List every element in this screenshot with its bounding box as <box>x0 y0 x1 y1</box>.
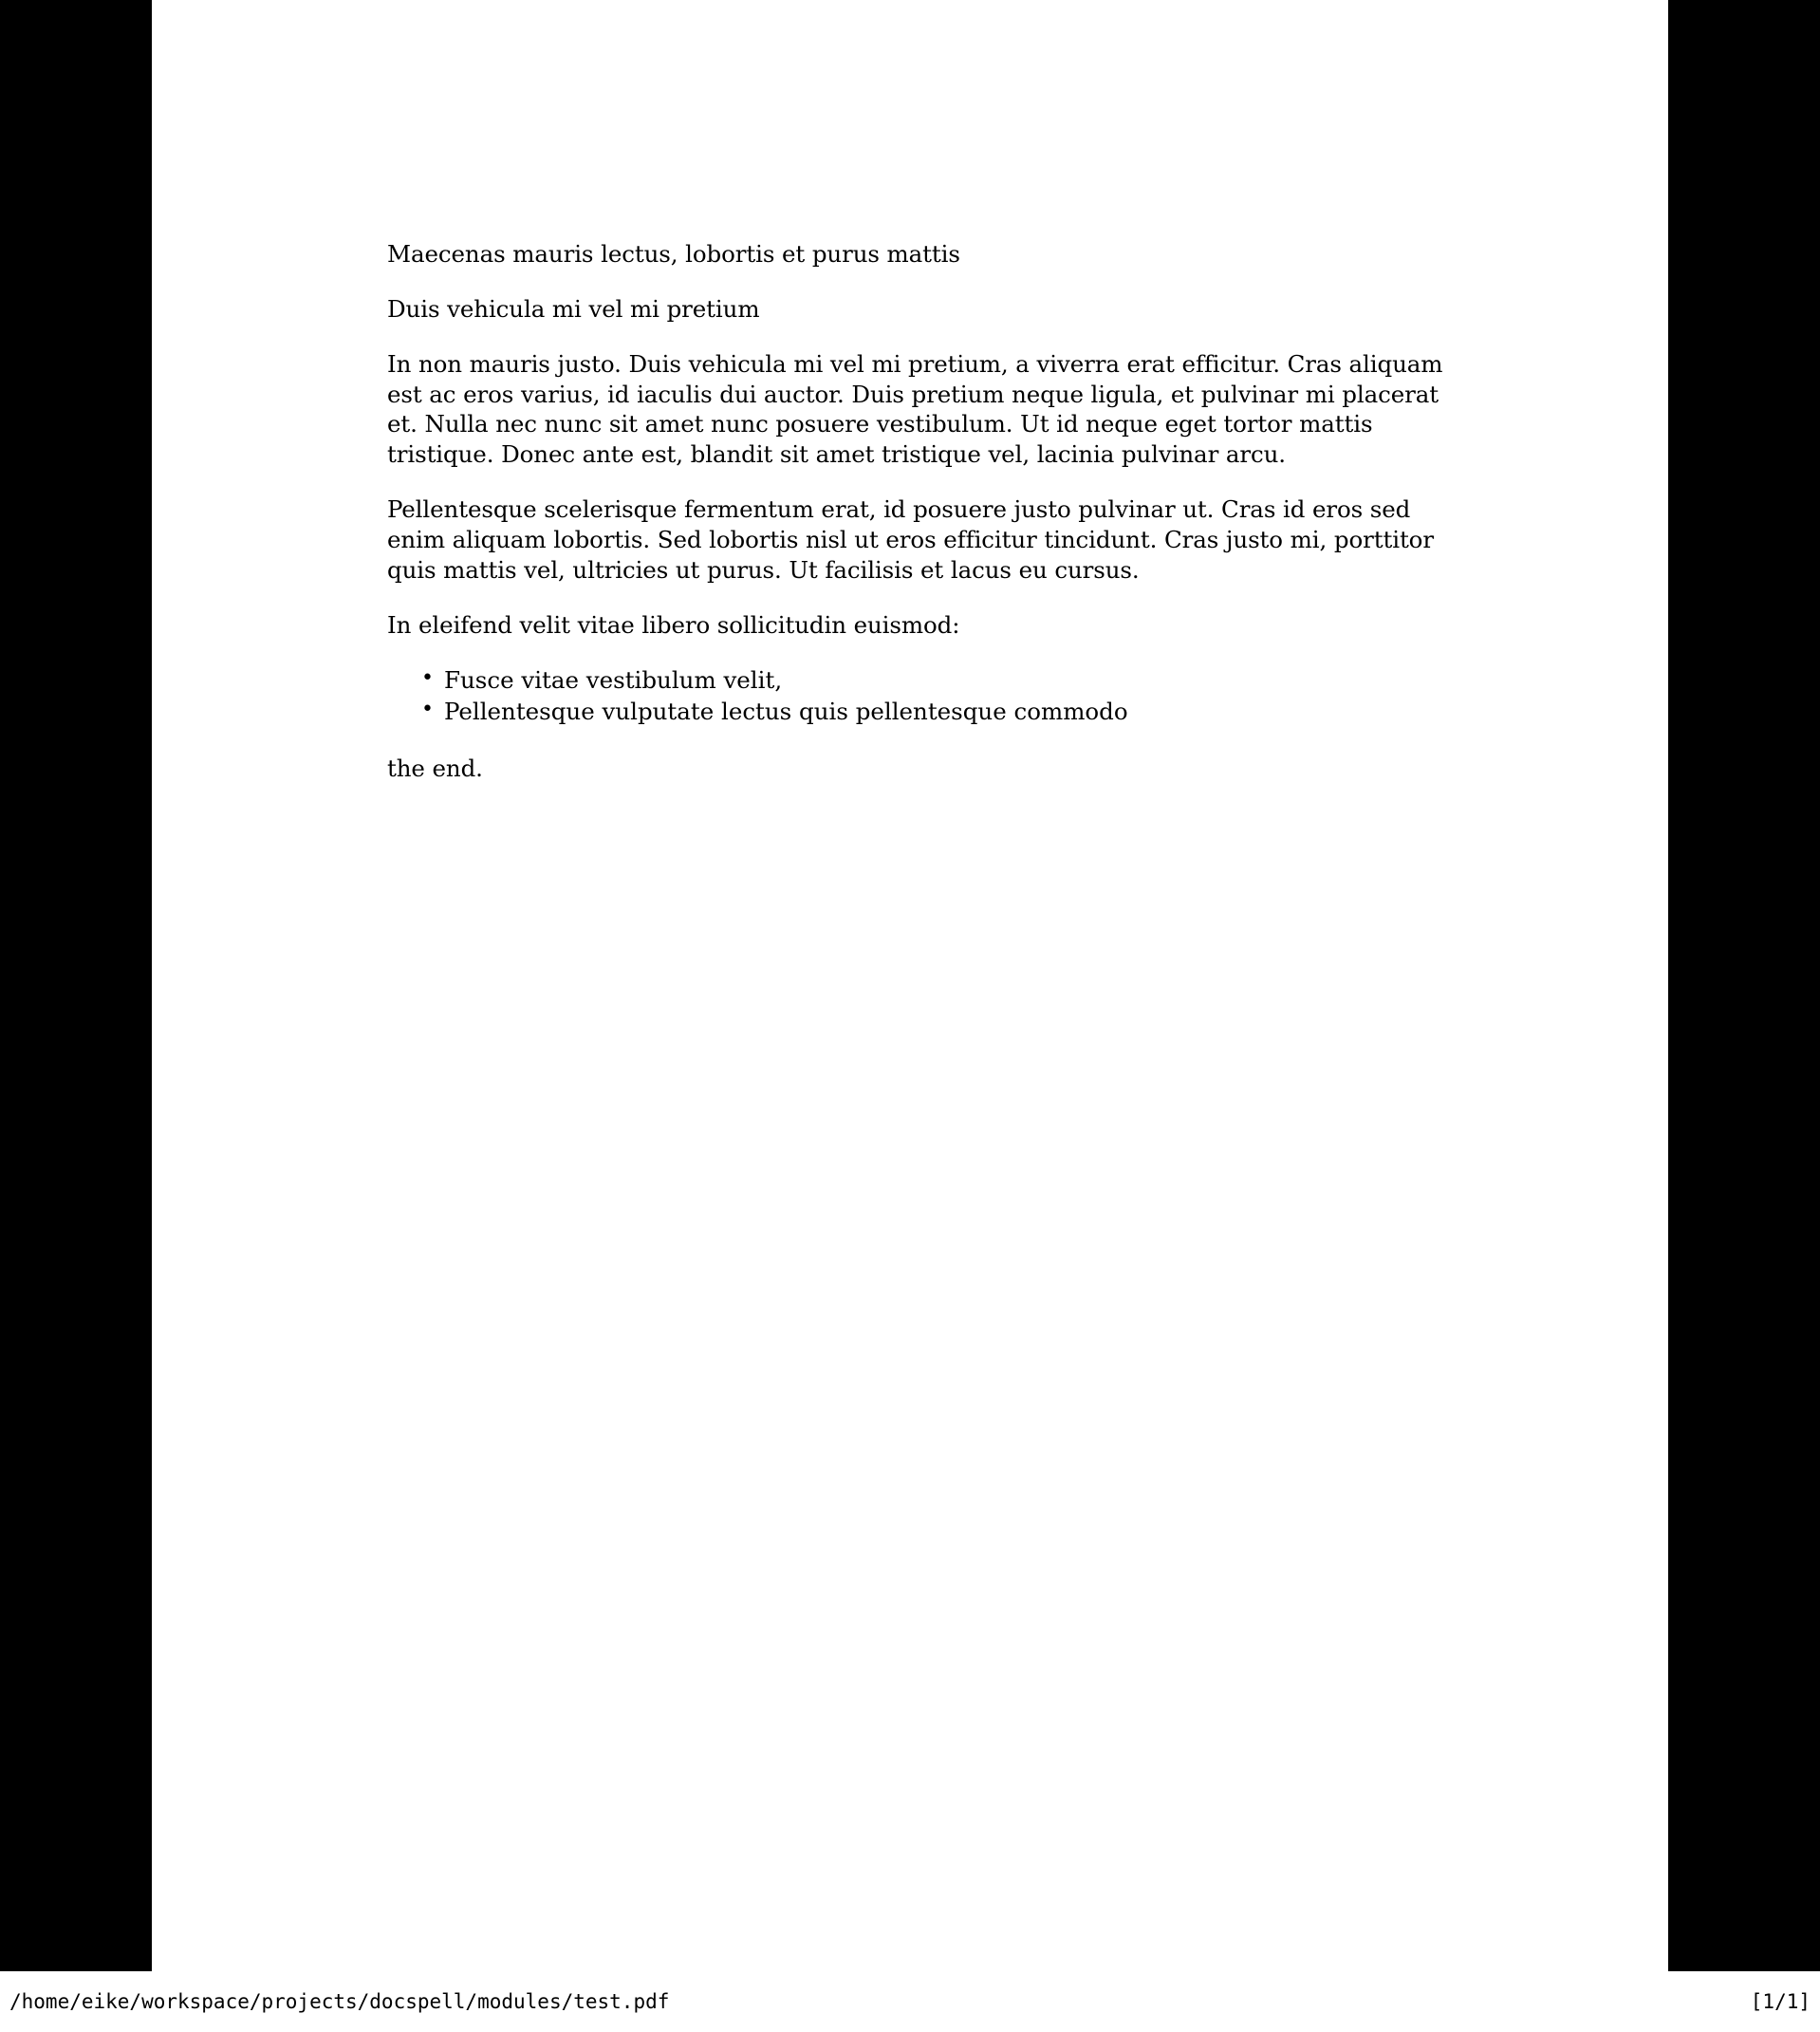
list-item: • Fusce vitae vestibulum velit, <box>387 665 1450 696</box>
paragraph-heading-1: Maecenas mauris lectus, lobortis et purus mattis <box>387 240 960 268</box>
paragraph-body-1: In non mauris justo. Duis vehicula mi vel mi pretium, a viverra erat efficitur. Cras aliquam est ac eros varius, id iaculis dui auctor. Duis pretium neque ligula, et pulvinar mi placerat et. Nulla nec nunc sit amet nunc posuere vestibulum. Ut id neque eget tortor mattis tristique. Donec ante est, blandit sit amet tristique vel, lacinia pulvinar arcu. <box>387 349 1443 469</box>
bullet-list <box>387 665 1450 727</box>
document-body <box>387 239 1450 809</box>
pdf-page <box>152 0 1668 1971</box>
status-bar <box>0 1971 1820 2032</box>
paragraph-closing: the end. <box>387 755 483 783</box>
file-path-label: /home/eike/workspace/projects/docspell/modules/test.pdf <box>9 1990 670 2013</box>
paragraph-body-2: Pellentesque scelerisque fermentum erat, id posuere justo pulvinar ut. Cras id eros sed enim aliquam lobortis. Sed lobortis nisl ut eros efficitur tincidunt. Cras justo mi, porttitor quis mattis vel, ultricies ut purus. Ut facilisis et lacus eu cursus. <box>387 495 1434 584</box>
list-item: • Pellentesque vulputate lectus quis pellentesque commodo <box>387 697 1450 727</box>
paragraph-list-intro: In eleifend velit vitae libero sollicitudin euismod: <box>387 610 960 639</box>
paragraph-heading-2: Duis vehicula mi vel mi pretium <box>387 294 760 323</box>
page-indicator: [1/1] <box>1750 1990 1811 2013</box>
